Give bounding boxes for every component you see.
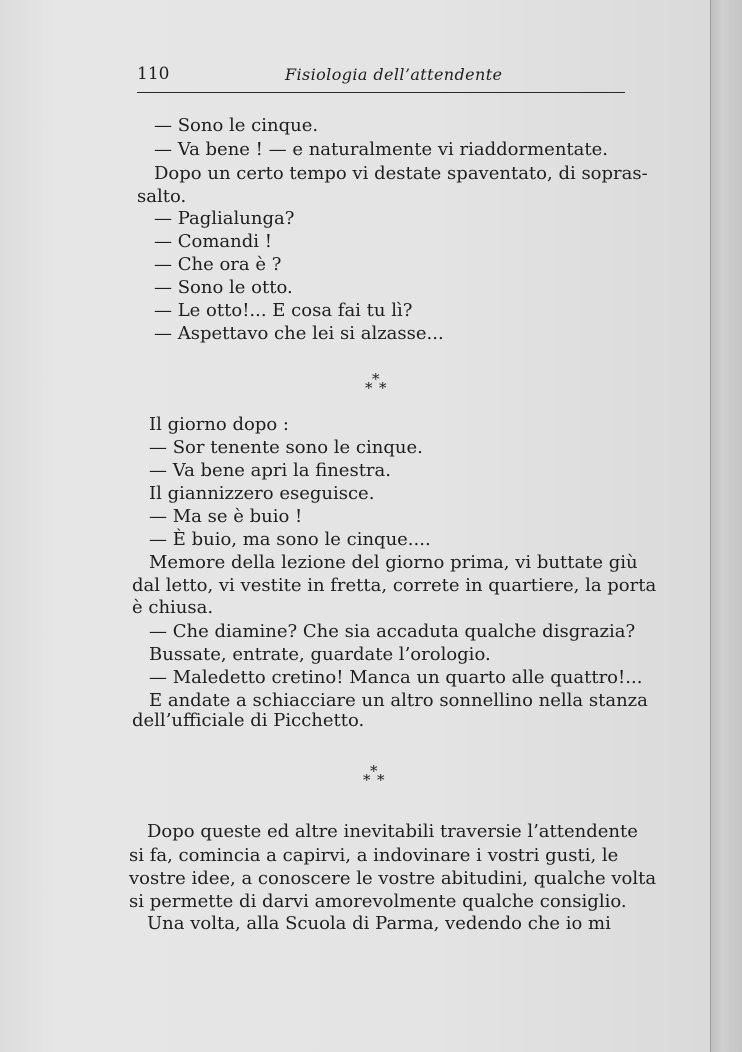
text-line: Il giorno dopo :	[149, 414, 289, 435]
asterism-star: *	[370, 762, 378, 780]
text-line: salto.	[137, 186, 187, 207]
text-line: — Va bene ! — e naturalmente vi riaddormentate.	[154, 139, 608, 160]
asterism-star: *	[363, 771, 371, 789]
text-line: — Va bene apri la finestra.	[149, 460, 391, 481]
text-line: — Le otto!... E cosa fai tu lì?	[154, 300, 413, 321]
text-line: — Maledetto cretino! Manca un quarto alle quattro!...	[149, 667, 643, 688]
asterism-ornament	[364, 372, 404, 398]
text-line: è chiusa.	[132, 597, 214, 618]
text-line: — Sono le cinque.	[154, 115, 319, 136]
text-line: si permette di darvi amorevolmente qualche consiglio.	[129, 891, 627, 912]
asterism-star: *	[377, 771, 385, 789]
text-line: Una volta, alla Scuola di Parma, vedendo che io mi	[147, 913, 611, 934]
text-line: Memore della lezione del giorno prima, vi buttate giù	[149, 552, 638, 573]
text-line: — Aspettavo che lei si alzasse...	[154, 323, 444, 344]
text-line: — Ma se è buio !	[149, 506, 303, 527]
text-line: — Paglialunga?	[154, 208, 295, 229]
running-header	[137, 62, 625, 93]
text-line: — Che ora è ?	[154, 254, 282, 275]
text-line: — Che diamine? Che sia accaduta qualche disgrazia?	[149, 621, 636, 642]
text-line: dell’ufficiale di Picchetto.	[132, 710, 365, 731]
asterism-star: *	[379, 379, 387, 397]
text-line: Dopo un certo tempo vi destate spaventato, di sopras-	[154, 163, 648, 184]
text-line: si fa, comincia a capirvi, a indovinare i vostri gusti, le	[129, 845, 619, 866]
asterism-star: *	[372, 370, 380, 388]
text-line: — Comandi !	[154, 231, 272, 252]
text-line: vostre idee, a conoscere le vostre abitudini, qualche volta	[129, 868, 657, 889]
text-line: Dopo queste ed altre inevitabili traversie l’attendente	[147, 821, 638, 842]
asterism-star: *	[365, 379, 373, 397]
page-gutter	[710, 0, 742, 1052]
text-line: — Sono le otto.	[154, 277, 293, 298]
text-line: E andate a schiacciare un altro sonnellino nella stanza	[149, 690, 648, 711]
text-line: — Sor tenente sono le cinque.	[149, 437, 423, 458]
text-line: Il giannizzero eseguisce.	[149, 483, 375, 504]
text-line: — È buio, ma sono le cinque....	[149, 529, 431, 550]
text-line: Bussate, entrate, guardate l’orologio.	[149, 644, 491, 665]
page-number: 110	[137, 64, 170, 84]
running-title: Fisiologia dell’attendente	[285, 65, 503, 84]
asterism-ornament	[362, 764, 402, 790]
text-line: dal letto, vi vestite in fretta, correte in quartiere, la porta	[132, 575, 657, 596]
